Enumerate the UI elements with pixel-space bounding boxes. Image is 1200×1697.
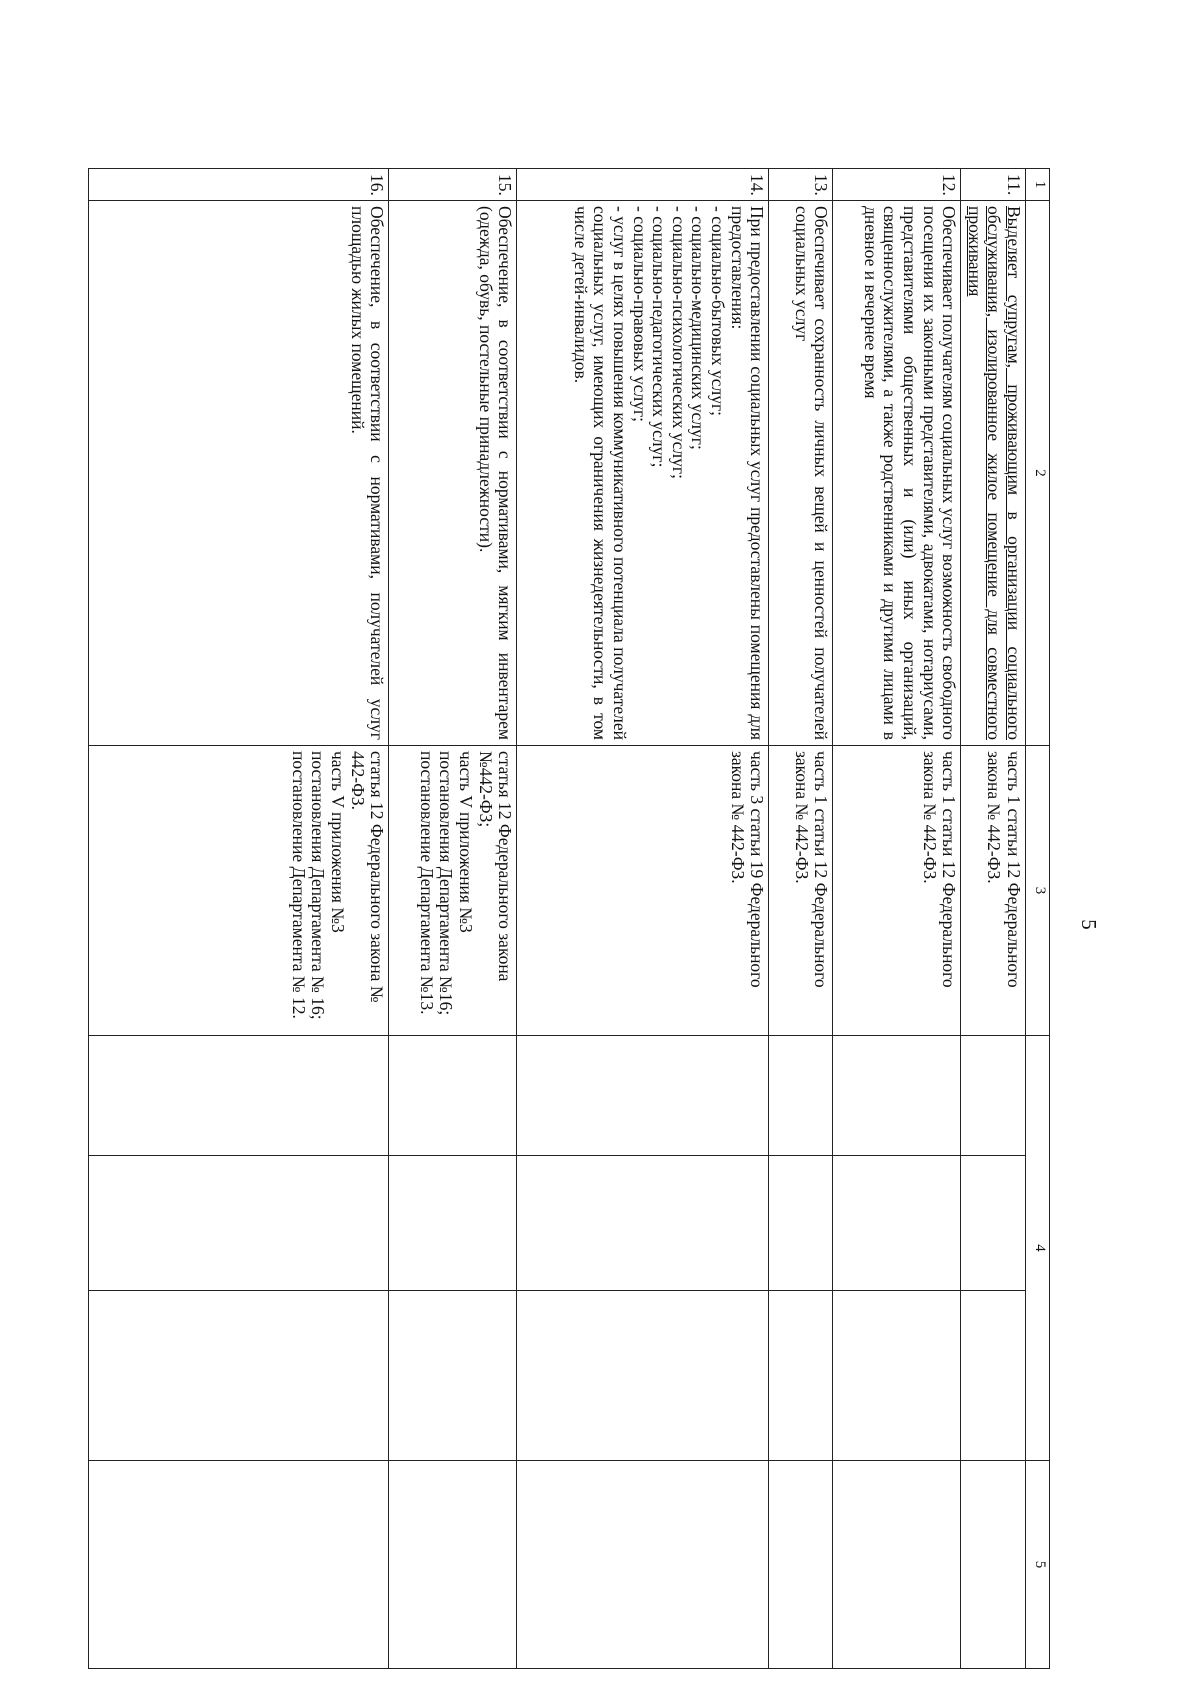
legal-basis: часть 1 статьи 12 Федерального закона № 442-ФЗ. [961,746,1026,1036]
check-cell [89,1291,389,1461]
table-row [89,169,389,1669]
row-number: 11. [961,169,1026,201]
row-number: 16. [89,169,389,201]
legal-basis-line: статья 12 Федерального закона № 442-ФЗ. [347,751,388,1003]
check-cell [89,1036,389,1156]
row-number: 13. [769,169,833,201]
table-row [961,169,1026,1669]
requirement-text: Обеспечивает получателям социальных услуг возможность свободного посещения их законными представителями, адвокатами, нотариусами, представителями общественных и (или) иных организаций, священнослужителями, а также родственниками и другими лицами в дневное и вечернее время [833,201,961,746]
check-cell [389,1156,517,1291]
header-col-3: 3 [1026,746,1050,1036]
check-cell [389,1291,517,1461]
note-cell [89,1461,389,1669]
list-item: - социально-бытовых услуг; [708,206,729,417]
legal-basis: часть 1 статьи 12 Федерального закона № 442-ФЗ. [833,746,961,1036]
legal-basis-line: постановление Департамента №13. [416,751,437,1015]
list-item: - социально-правовых услуг; [629,206,650,422]
check-cell [961,1036,1026,1156]
legal-basis-line: постановление Департамента № 12. [288,751,309,1019]
legal-basis-line: статья 12 Федерального закона №442-ФЗ; [475,751,516,982]
check-cell [517,1156,769,1291]
check-cell [961,1291,1026,1461]
requirement-text: Обеспечение, в соответствии с нормативами, мягким инвентарем (одежда, обувь, постельные принадлежности). [389,201,517,746]
requirement-text: Выделяет супругам, проживающим в организации социального обслуживания, изолированное жилое помещение для совместного проживания [961,201,1026,746]
compliance-table [88,168,1050,1669]
check-cell [769,1291,833,1461]
requirement-text: Обеспечивает сохранность личных вещей и ценностей получателей социальных услуг [769,201,833,746]
legal-basis-line: часть V приложения №3 постановления Департамента №16; [436,751,477,1016]
header-row [1026,169,1050,1669]
table-row [833,169,961,1669]
note-cell [833,1461,961,1669]
check-cell [833,1291,961,1461]
list-item: - социально-медицинских услуг; [688,206,709,450]
list-item: - социально-психологических услуг; [668,206,689,479]
note-cell [517,1461,769,1669]
check-cell [389,1036,517,1156]
check-cell [833,1036,961,1156]
check-cell [833,1156,961,1291]
requirement-text [517,201,769,746]
legal-basis-line: часть V приложения №3 постановления Департамента № 16; [308,751,349,1020]
rotated-table-frame [88,168,1050,1668]
row-number: 15. [389,169,517,201]
note-cell [961,1461,1026,1669]
row-number: 14. [517,169,769,201]
table-row [389,169,517,1669]
header-col-1: 1 [1026,169,1050,201]
header-col-5: 5 [1026,1461,1050,1669]
check-cell [769,1156,833,1291]
check-cell [89,1156,389,1291]
legal-basis: часть 3 статьи 19 Федерального закона № 442-ФЗ. [517,746,769,1036]
table-row [769,169,833,1669]
row-number: 12. [833,169,961,201]
table-row [517,169,769,1669]
check-cell [517,1291,769,1461]
check-cell [517,1036,769,1156]
list-item: - социально-педагогических услуг; [649,206,670,468]
legal-basis [89,746,389,1036]
legal-basis [389,746,517,1036]
check-cell [961,1156,1026,1291]
note-cell [769,1461,833,1669]
note-cell [389,1461,517,1669]
legal-basis: часть 1 статьи 12 Федерального закона № 442-ФЗ. [769,746,833,1036]
page-number: 5 [1076,919,1101,930]
list-item: - услуг в целях повышения коммуникативного потенциала получателей социальных услуг, имеющих ограничения жизнедеятельности, в том числе детей-инвалидов. [570,206,631,740]
header-col-4: 4 [1026,1036,1050,1461]
requirement-text: Обеспечение, в соответствии с нормативами, получателей услуг площадью жилых помещений. [89,201,389,746]
check-cell [769,1036,833,1156]
header-col-2: 2 [1026,201,1050,746]
requirement-intro: При предоставлении социальных услуг предоставлены помещения для предоставления: [727,206,768,740]
